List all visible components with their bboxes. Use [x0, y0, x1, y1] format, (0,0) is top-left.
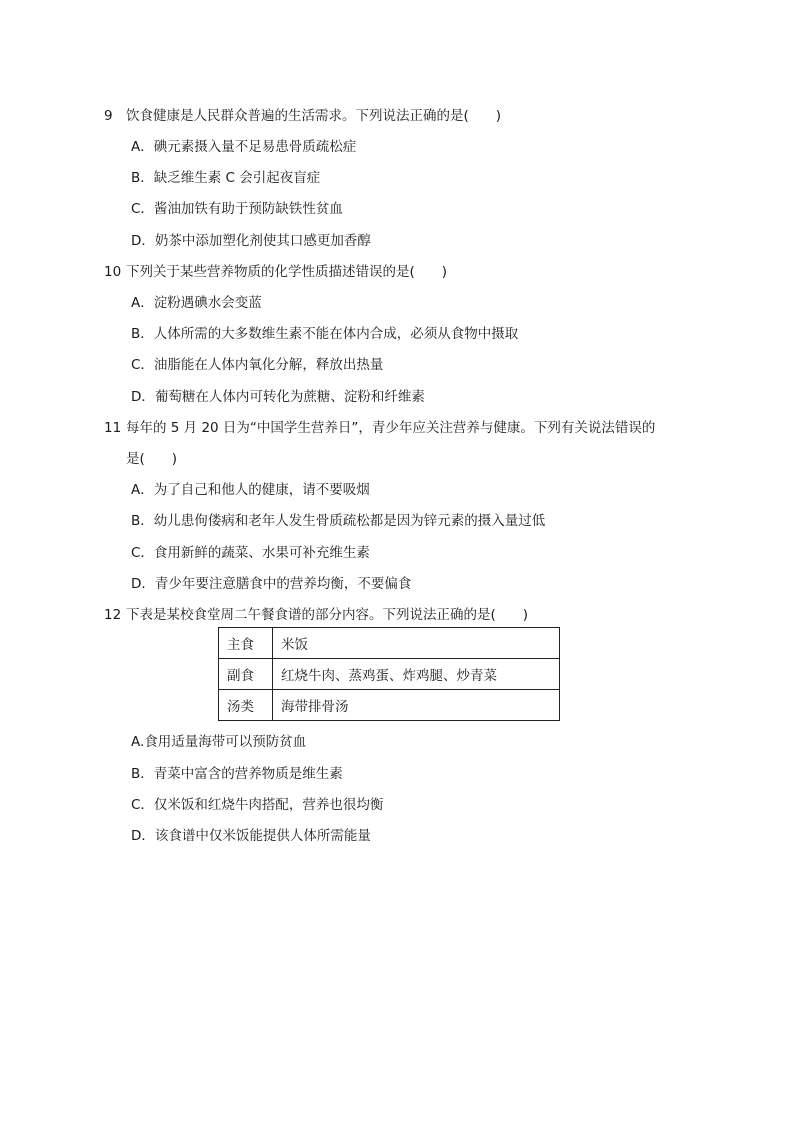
question-11-option-a: A．为了自己和他人的健康，请不要吸烟 [131, 482, 370, 498]
question-11-option-d: D．青少年要注意膳食中的营养均衡，不要偏食 [131, 576, 412, 592]
question-10-option-b: B．人体所需的大多数维生素不能在体内合成，必须从食物中摄取 [131, 326, 519, 342]
question-text: 每年的 5 月 20 日为“中国学生营养日”，青少年应关注营养与健康。下列有关说法错误的 [126, 420, 656, 436]
table-row [219, 628, 560, 659]
table-cell-dishes: 米饭 [273, 628, 560, 659]
question-number: 11 [104, 420, 122, 436]
lunch-menu-table [218, 627, 560, 721]
question-10-stem [104, 260, 447, 280]
table-cell-category: 汤类 [219, 690, 273, 721]
table-cell-category: 副食 [219, 659, 273, 690]
question-12-stem [104, 603, 528, 623]
question-number: 12 [104, 607, 122, 623]
question-11-option-c: C．食用新鲜的蔬菜、水果可补充维生素 [131, 545, 370, 561]
table-cell-category: 主食 [219, 628, 273, 659]
question-number: 10 [104, 264, 122, 280]
question-9-stem [104, 104, 501, 124]
question-text: 下列关于某些营养物质的化学性质描述错误的是( ) [126, 264, 448, 280]
question-10-option-c: C．油脂能在人体内氧化分解，释放出热量 [131, 357, 384, 373]
question-9-option-c: C．酱油加铁有助于预防缺铁性贫血 [131, 201, 343, 217]
question-11-option-b: B．幼儿患佝偻病和老年人发生骨质疏松都是因为锌元素的摄入量过低 [131, 513, 546, 529]
question-12-option-a: A.食用适量海带可以预防贫血 [131, 734, 307, 750]
table-row [219, 690, 560, 721]
question-text: 下表是某校食堂周二午餐食谱的部分内容。下列说法正确的是( ) [126, 607, 529, 623]
table-cell-dishes: 红烧牛肉、蒸鸡蛋、炸鸡腿、炒青菜 [273, 659, 560, 690]
table-row [219, 659, 560, 690]
question-9-option-b: B．缺乏维生素 C 会引起夜盲症 [131, 170, 321, 186]
question-11-stem-continuation: 是( ) [126, 451, 178, 467]
table-cell-dishes: 海带排骨汤 [273, 690, 560, 721]
question-12-option-c: C．仅米饭和红烧牛肉搭配，营养也很均衡 [131, 797, 384, 813]
question-10-option-a: A．淀粉遇碘水会变蓝 [131, 295, 262, 311]
question-9-option-d: D．奶茶中添加塑化剂使其口感更加香醇 [131, 233, 371, 249]
question-number: 9 [104, 108, 113, 124]
question-9-option-a: A．碘元素摄入量不足易患骨质疏松症 [131, 139, 357, 155]
question-10-option-d: D．葡萄糖在人体内可转化为蔗糖、淀粉和纤维素 [131, 389, 425, 405]
question-12-option-d: D．该食谱中仅米饭能提供人体所需能量 [131, 828, 371, 844]
question-11-stem [104, 416, 655, 436]
question-12-option-b: B．青菜中富含的营养物质是维生素 [131, 766, 343, 782]
question-text: 饮食健康是人民群众普遍的生活需求。下列说法正确的是( ) [126, 108, 502, 124]
